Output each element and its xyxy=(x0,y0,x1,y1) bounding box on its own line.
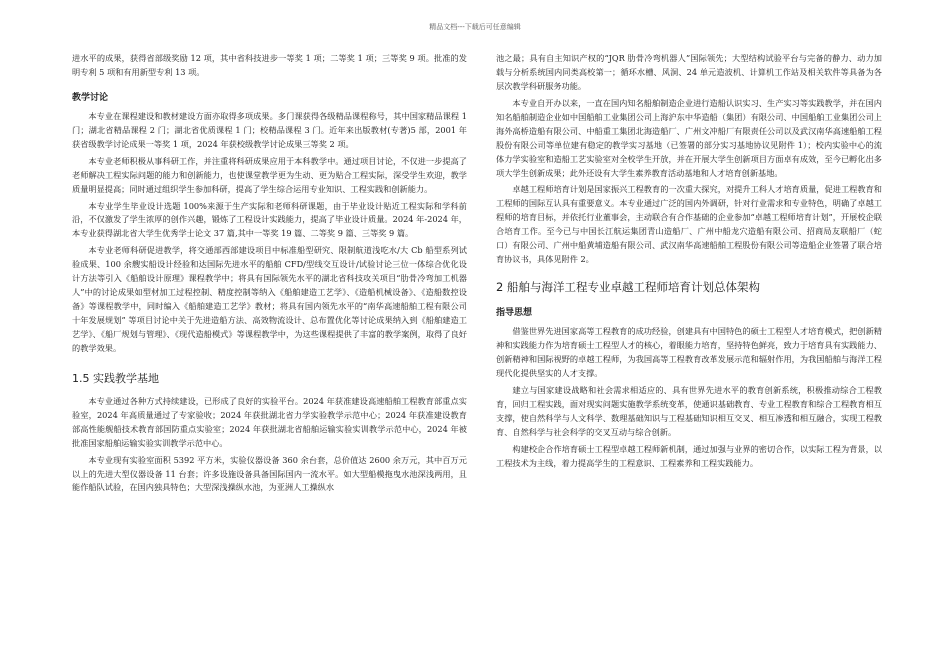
chapter-heading: 2 船舶与海洋工程专业卓越工程师培育计划总体架构 xyxy=(496,280,760,295)
paragraph: 本专业现有实验室面积 5392 平方米，实验仪器设备 360 余台套，总价值达 2600 余万元，其中百万元以上的先进大型仪器设备 11 台套；许多设施设备具备国际国内一流水平。如大型船模拖曳水池深浅两用，且能作船队试验，在国内独具特色；大型深浅操纵水池，为亚洲人工操纵水 xyxy=(72,454,467,493)
paragraph: 进水平的成果，获得省部级奖励 12 项，其中省科技进步一等奖 1 项；二等奖 1 项；三等奖 9 项。批准的发明专利 5 项和有用新型专利 13 项。 xyxy=(72,53,467,77)
paragraph: 本专业老师积极从事科研工作，并注重将科研成果应用于本科教学中。通过项目讨论，不仅进一步提高了老师解决工程实际问题的能力和创新能力，也使课堂教学更为生动、更为贴合工程实际，深受学生欢迎，教学质量明显提高；同时通过组织学生参加科研，提高了学生综合运用专业知识、工程实践和创新能力。 xyxy=(72,155,467,194)
paragraph: 本专业老师科研促进教学，将交通部西部建设项目中标准船型研究、限制航道浅吃水/大 Cb 船型系列试验成果、100 余艘实船设计经验和达国际先进水平的船舶 CFD/型线交互设计/试验讨论三位一体综合优化设计方法等引入《船舶设计原理》课程教学中；将具有国际领先水平的湖北省科技攻关项目“肋骨冷弯加工机器人”中的讨论成果如型材加工过程控制、精度控制等纳入《船舶建造工艺学》、《造船机械设备》、《造船数控设备》等课程教学中，同时编入《船舶建造工艺学》教材；将具有国内领先水平的“南华高速船舶工程有限公司十年发展规划” 等项目讨论中关于先进造船方法、高效物流设计、总布置优化等讨论成果纳入到《船舶建造工艺学》、《船厂规划与管理》、《现代造船模式》等课程教学中，为这些课程提供了丰富的教学案例，取得了良好的教学效果。 xyxy=(72,245,467,353)
paragraph: 本专业自开办以来，一直在国内知名船舶制造企业进行造船认识实习、生产实习等实践教学，并在国内知名船舶制造企业如中国船舶工业集团公司上海沪东中华造船（集团）有限公司、中国船舶工业集团公司上海外高桥造船有限公司、中船重工集团北海造船厂、广州文冲船厂有限责任公司以及武汉南华高速船舶工程股份有限公司等单位建有稳定的教学实习基地（已签署的部分实习基地协议见附件 1）；校内实验中心的流体力学实验室和造船工艺实验室对全校学生开放，并在开展大学生创新项目方面卓有成效，至今已孵化出多项大学生创新成果；此外还设有大学生素养教育活动基地和人才培育创新基地。 xyxy=(496,97,882,178)
section-heading: 教学讨论 xyxy=(72,92,109,103)
paragraph: 借鉴世界先进国家高等工程教育的成功经验，创建具有中国特色的硕士工程型人才培育模式，把创新精神和实践能力作为培育硕士工程型人才的核心，着眼能力培育，坚持特色鲜亮，致力于培育具有实践能力、创新精神和国际视野的卓越工程师，为我国高等工程教育改革发展示范和辐射作用，为我国船舶与海洋工程现代化提供坚实的人才支撑。 xyxy=(496,326,882,378)
section-heading: 指导思想 xyxy=(496,308,533,319)
section-heading: 1.5 实践教学基地 xyxy=(72,371,159,385)
paragraph: 池之最；具有自主知识产权的“JQR 肋骨冷弯机器人”国际领先；大型结构试验平台与完备的静力、动力加载与分析系统国内同类高校第一；循环水槽、风洞、24 单元造波机、计算机工作站及相关软件等具备为各层次教学科研服务功能。 xyxy=(496,53,882,91)
paragraph: 本专业在课程建设和教材建设方面亦取得多项成果。多门课获得各级精品课程称号，其中国家精品课程 1 门；湖北省精品课程 2 门；湖北省优质课程 1 门；校精品课程 3 门。近年来出版教材(专著)5 部，2001 年获省级教学讨论成果一等奖 1 项，2024 年获校级教学讨论成果三等奖 2 项。 xyxy=(72,110,467,149)
paragraph: 构建校企合作培育硕士工程型卓越工程师新机制，通过加强与业界的密切合作，以实际工程为背景，以工程技术为主线，着力提高学生的工程意识、工程素养和工程实践能力。 xyxy=(496,443,882,468)
right-column xyxy=(496,52,882,473)
page-header: 精品文档---下载后可任意编辑 xyxy=(429,23,521,31)
paragraph: 本专业通过各种方式持续建设，已形成了良好的实验平台。2024 年获准建设高速船舶工程教育部重点实验室，2024 年高质量通过了专家验收；2024 年获批湖北省力学实验教学示范中心；2024 年获准建设教育部高性能舰船技术教育部国防重点实验室；2024 年获批湖北省船舶运输实验实训教学示范中心，2024 年被批准国家船舶运输实验实训教学示范中心。 xyxy=(72,395,467,448)
paragraph: 卓越工程师培育计划是国家振兴工程教育的一次重大探究，对提升工科人才培育质量，促进工程教育和工程师的国际互认具有重要意义。本专业通过广泛的国内外调研，针对行业需求和专业特色，明确了卓越工程师的培育目标，并依托行业董事会，主动联合有合作基础的企业参加“卓越工程师培育计划”，开展校企联合培育工作。至今已与中国长江航运集团青山造船厂、广州中船龙穴造船有限公司、招商局友联船厂（蛇口）有限公司、广州中船黄埔造船有限公司、武汉南华高速船舶工程股份有限公司等造船企业签署了联合培育协议书，具体见附件 2。 xyxy=(496,184,882,265)
left-column xyxy=(72,52,467,498)
paragraph: 本专业学生毕业设计选题 100%来源于生产实际和老师科研课题，由于毕业设计贴近工程实际和学科前沿，不仅激发了学生浓厚的创作兴趣，锻炼了工程设计实践能力，提高了毕业设计质量。2024 年-2024 年，本专业获得湖北省大学生优秀学士论文 37 篇,其中一等奖 19 篇、二等奖 9 篇、三等奖 9 篇。 xyxy=(72,200,467,239)
paragraph: 建立与国家建设战略和社会需求相适应的、具有世界先进水平的教育创新系统，积极推动综合工程教育，回归工程实践，面对现实问题实施教学系统变革，使通识基础教育、专业工程教育和综合工程教育相互支撑，使自然科学与人文科学、数理基础知识与工程基础知识相互交叉、相互渗透和相互融合，实现工程教育、自然科学与社会科学的交叉互动与综合创新。 xyxy=(496,384,882,437)
